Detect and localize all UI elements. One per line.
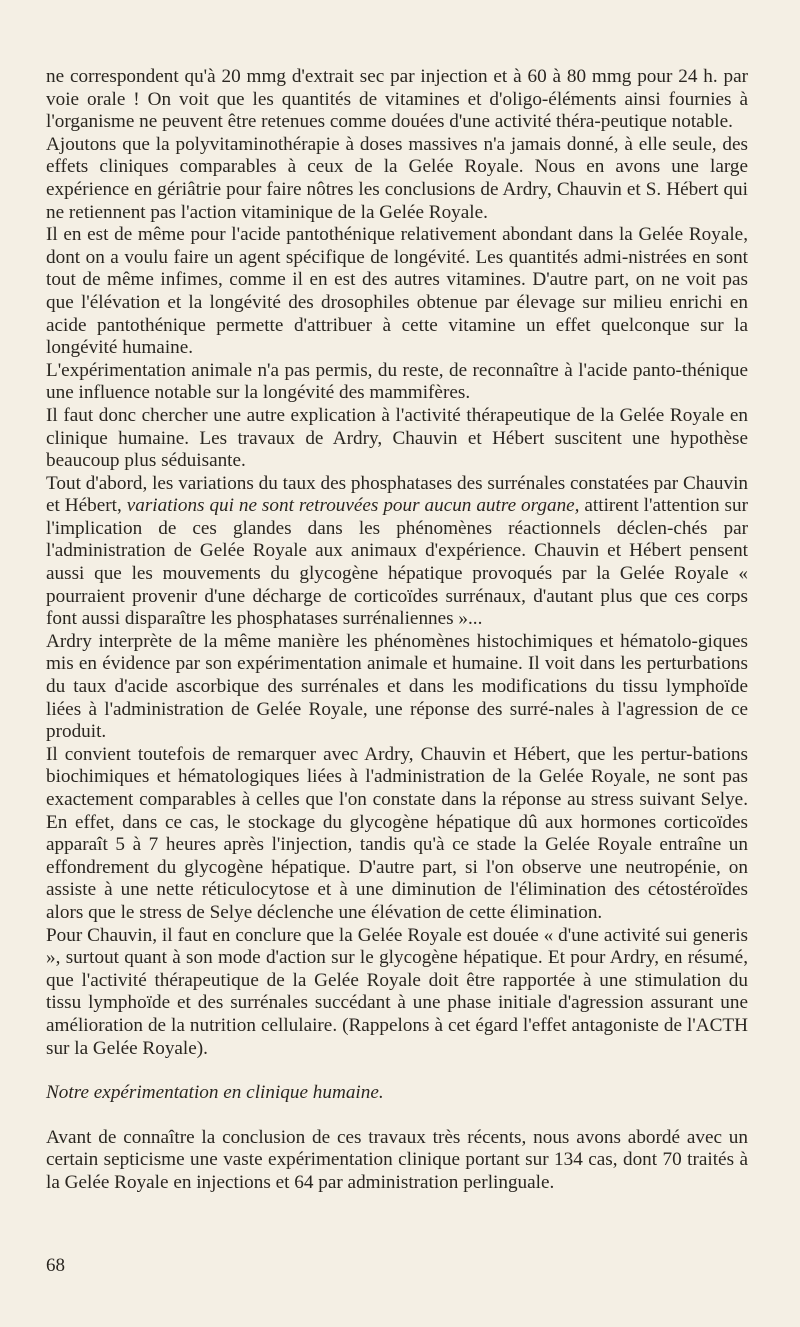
paragraph-3: Il en est de même pour l'acide pantothénique relativement abondant dans la Gelée Royale, dont on a voulu faire un agent spécifique de longévité. Les quantités admi-nistrées en sont tout de même infimes, comme il en est des autres vitamines. D'autre part, on ne voit pas que l'élévation et la longévité des drosophiles obtenue par élevage sur milieu enrichi en acide pantothénique permette d'attribuer à cette vitamine un effet quelconque sur la longévité humaine. — [46, 224, 748, 359]
paragraph-final: Avant de connaître la conclusion de ces travaux très récents, nous avons abordé avec un certain septicisme une vaste expérimentation clinique portant sur 134 cas, dont 70 traités à la Gelée Royale en injections et 64 par administration perlinguale. — [46, 1126, 748, 1193]
paragraph-2: Ajoutons que la polyvitaminothérapie à doses massives n'a jamais donné, à elle seule, des effets cliniques comparables à ceux de la Gelée Royale. Nous en avons une large expérience en gériâtrie pour faire nôtres les conclusions de Ardry, Chauvin et S. Hébert qui ne retiennent pas l'action vitaminique de la Gelée Royale. — [46, 133, 748, 223]
paragraph-8: Il convient toutefois de remarquer avec Ardry, Chauvin et Hébert, que les pertur-bations biochimiques et hématologiques liées à l'administration de la Gelée Royale, ne sont pas exactement comparables à celles que l'on constate dans la réponse au stress suivant Selye. En effet, dans ce cas, le stockage du glycogène hépatique dû aux hormones corticoïdes apparaît 5 à 7 heures après l'injection, tandis qu'à ce stade la Gelée Royale entraîne un effondrement du glycogène hépatique. D'autre part, si l'on observe une neutropénie, on assiste à une nette réticulocytose et à une diminution de l'élimination des cétostéroïdes alors que le stress de Selye déclenche une élévation de cette élimination. — [46, 743, 748, 923]
closing-text — [46, 1127, 748, 1195]
section-heading: Notre expérimentation en clinique humaine. — [46, 1082, 384, 1104]
paragraph-5: Il faut donc chercher une autre explication à l'activité thérapeutique de la Gelée Royale en clinique humaine. Les travaux de Ardry, Chauvin et Hébert suscitent une hypothèse beaucoup plus séduisante. — [46, 404, 748, 472]
paragraph-6 — [46, 473, 748, 631]
page-number: 68 — [46, 1255, 65, 1276]
body-text — [46, 66, 748, 1060]
paragraph-4: L'expérimentation animale n'a pas permis, du reste, de reconnaître à l'acide panto-thénique une influence notable sur la longévité des mammifères. — [46, 359, 748, 404]
paragraph-6-end: attirent l'attention sur l'implication de ces glandes dans les phénomènes réactionnels déclen-chés par l'administration de Gelée Royale aux animaux d'expérience. Chauvin et Hébert pensent aussi que les mouvements du glycogène hépatique provoqués par la Gelée Royale « pourraient provenir d'une décharge de corticoïdes surrénaux, d'autant plus que ces corps font aussi disparaître les phosphatases surrénaliennes »... — [46, 495, 748, 630]
paragraph-6-start: Tout d'abord, les variations du taux des phosphatases des surrénales constatées par Chauvin et Hébert, — [46, 472, 748, 517]
paragraph-9: Pour Chauvin, il faut en conclure que la Gelée Royale est douée « d'une activité sui generis », surtout quant à son mode d'action sur le glycogène hépatique. Et pour Ardry, en résumé, que l'activité thérapeutique de la Gelée Royale doit être rapportée à une stimulation du tissu lymphoïde et des surrénales succédant à une phase initiale d'agression assurant une amélioration de la nutrition cellulaire. (Rappelons à cet égard l'effet antagoniste de l'ACTH sur la Gelée Royale). — [46, 924, 748, 1059]
paragraph-7: Ardry interprète de la même manière les phénomènes histochimiques et hématolo-giques mis en évidence par son expérimentation animale et humaine. Il voit dans les perturbations du taux d'acide ascorbique des surrénales et dans les modifications du tissu lymphoïde liées à l'administration de Gelée Royale, une réponse des surré-nales à l'agression de ce produit. — [46, 630, 748, 743]
paragraph-1: ne correspondent qu'à 20 mmg d'extrait sec par injection et à 60 à 80 mmg pour 24 h. par voie orale ! On voit que les quantités de vitamines et d'oligo-éléments ainsi fournies à l'organisme ne peuvent être retenues comme douées d'une activité théra-peutique notable. — [46, 66, 748, 133]
paragraph-6-emphasis: variations qui ne sont retrouvées pour aucun autre organe, — [126, 495, 580, 517]
